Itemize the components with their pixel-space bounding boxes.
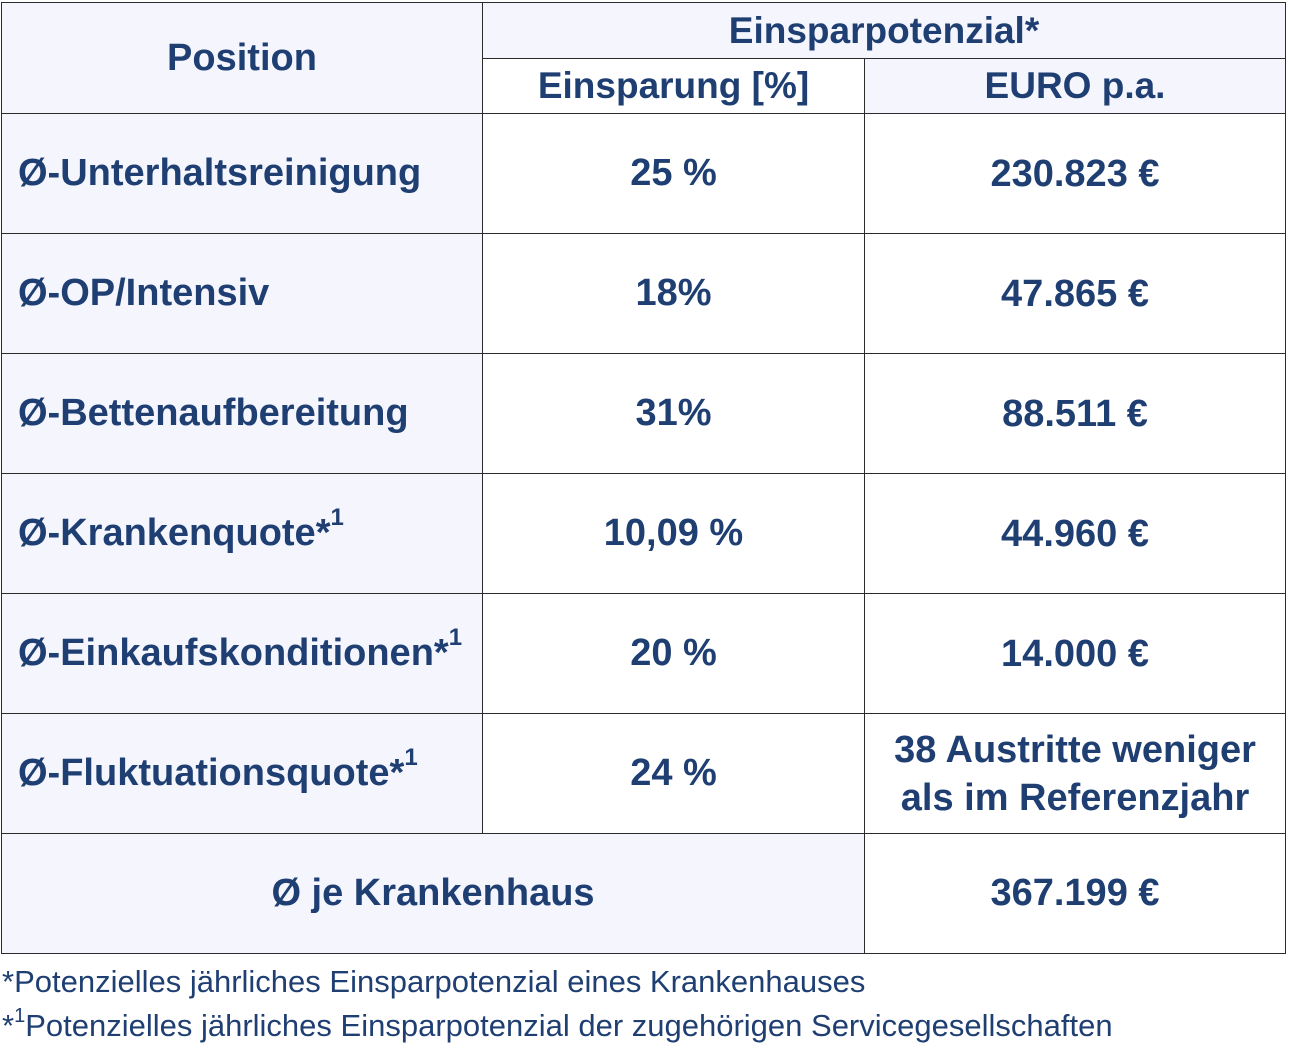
footnotes xyxy=(2,960,1113,1048)
row-euro-line2: als im Referenzjahr xyxy=(900,776,1250,819)
row-label: Ø-Fluktuationsquote*$^1$ xyxy=(2,714,483,834)
row-label: Ø-Einkaufskonditionen*$^1$ xyxy=(2,594,483,714)
row-percent: 18% xyxy=(483,234,865,354)
table-row xyxy=(2,114,1286,234)
row-euro-line1: 38 Austritte weniger xyxy=(894,728,1256,771)
header-einsparung-percent: Einsparung [%] xyxy=(483,59,865,114)
row-euro: 47.865 € xyxy=(865,234,1286,354)
row-percent: 25 % xyxy=(483,114,865,234)
row-label: Ø-Unterhaltsreinigung xyxy=(2,114,483,234)
total-row xyxy=(2,834,1286,954)
header-position: Position xyxy=(2,3,483,114)
row-label: Ø-Krankenquote*$^1$ xyxy=(2,474,483,594)
header-euro-pa: EURO p.a. xyxy=(865,59,1286,114)
row-euro: 88.511 € xyxy=(865,354,1286,474)
table-row xyxy=(2,354,1286,474)
table-row xyxy=(2,714,1286,834)
footnote-marker: 1 xyxy=(404,744,418,771)
row-label: Ø-Bettenaufbereitung xyxy=(2,354,483,474)
footnote-2: *$^1$Potenzielles jährliches Einsparpotenzial der zugehörigen Servicegesellschaften xyxy=(2,1005,1113,1043)
footnote-marker: 1 xyxy=(448,624,463,651)
table-row xyxy=(2,594,1286,714)
footnote-1: *Potenzielles jährliches Einsparpotenzial eines Krankenhauses xyxy=(2,964,866,999)
row-label: Ø-OP/Intensiv xyxy=(2,234,483,354)
total-value: 367.199 € xyxy=(865,834,1286,954)
total-label: Ø je Krankenhaus xyxy=(2,834,865,954)
header-einsparpotenzial: Einsparpotenzial* xyxy=(483,3,1286,59)
row-percent: 10,09 % xyxy=(483,474,865,594)
row-percent: 31% xyxy=(483,354,865,474)
row-percent: 20 % xyxy=(483,594,865,714)
savings-table xyxy=(1,2,1286,954)
row-euro: 230.823 € xyxy=(865,114,1286,234)
table-row xyxy=(2,474,1286,594)
row-euro xyxy=(865,714,1286,834)
footnote-marker: 1 xyxy=(330,504,344,531)
row-euro: 14.000 € xyxy=(865,594,1286,714)
table-row xyxy=(2,234,1286,354)
row-euro: 44.960 € xyxy=(865,474,1286,594)
row-percent: 24 % xyxy=(483,714,865,834)
